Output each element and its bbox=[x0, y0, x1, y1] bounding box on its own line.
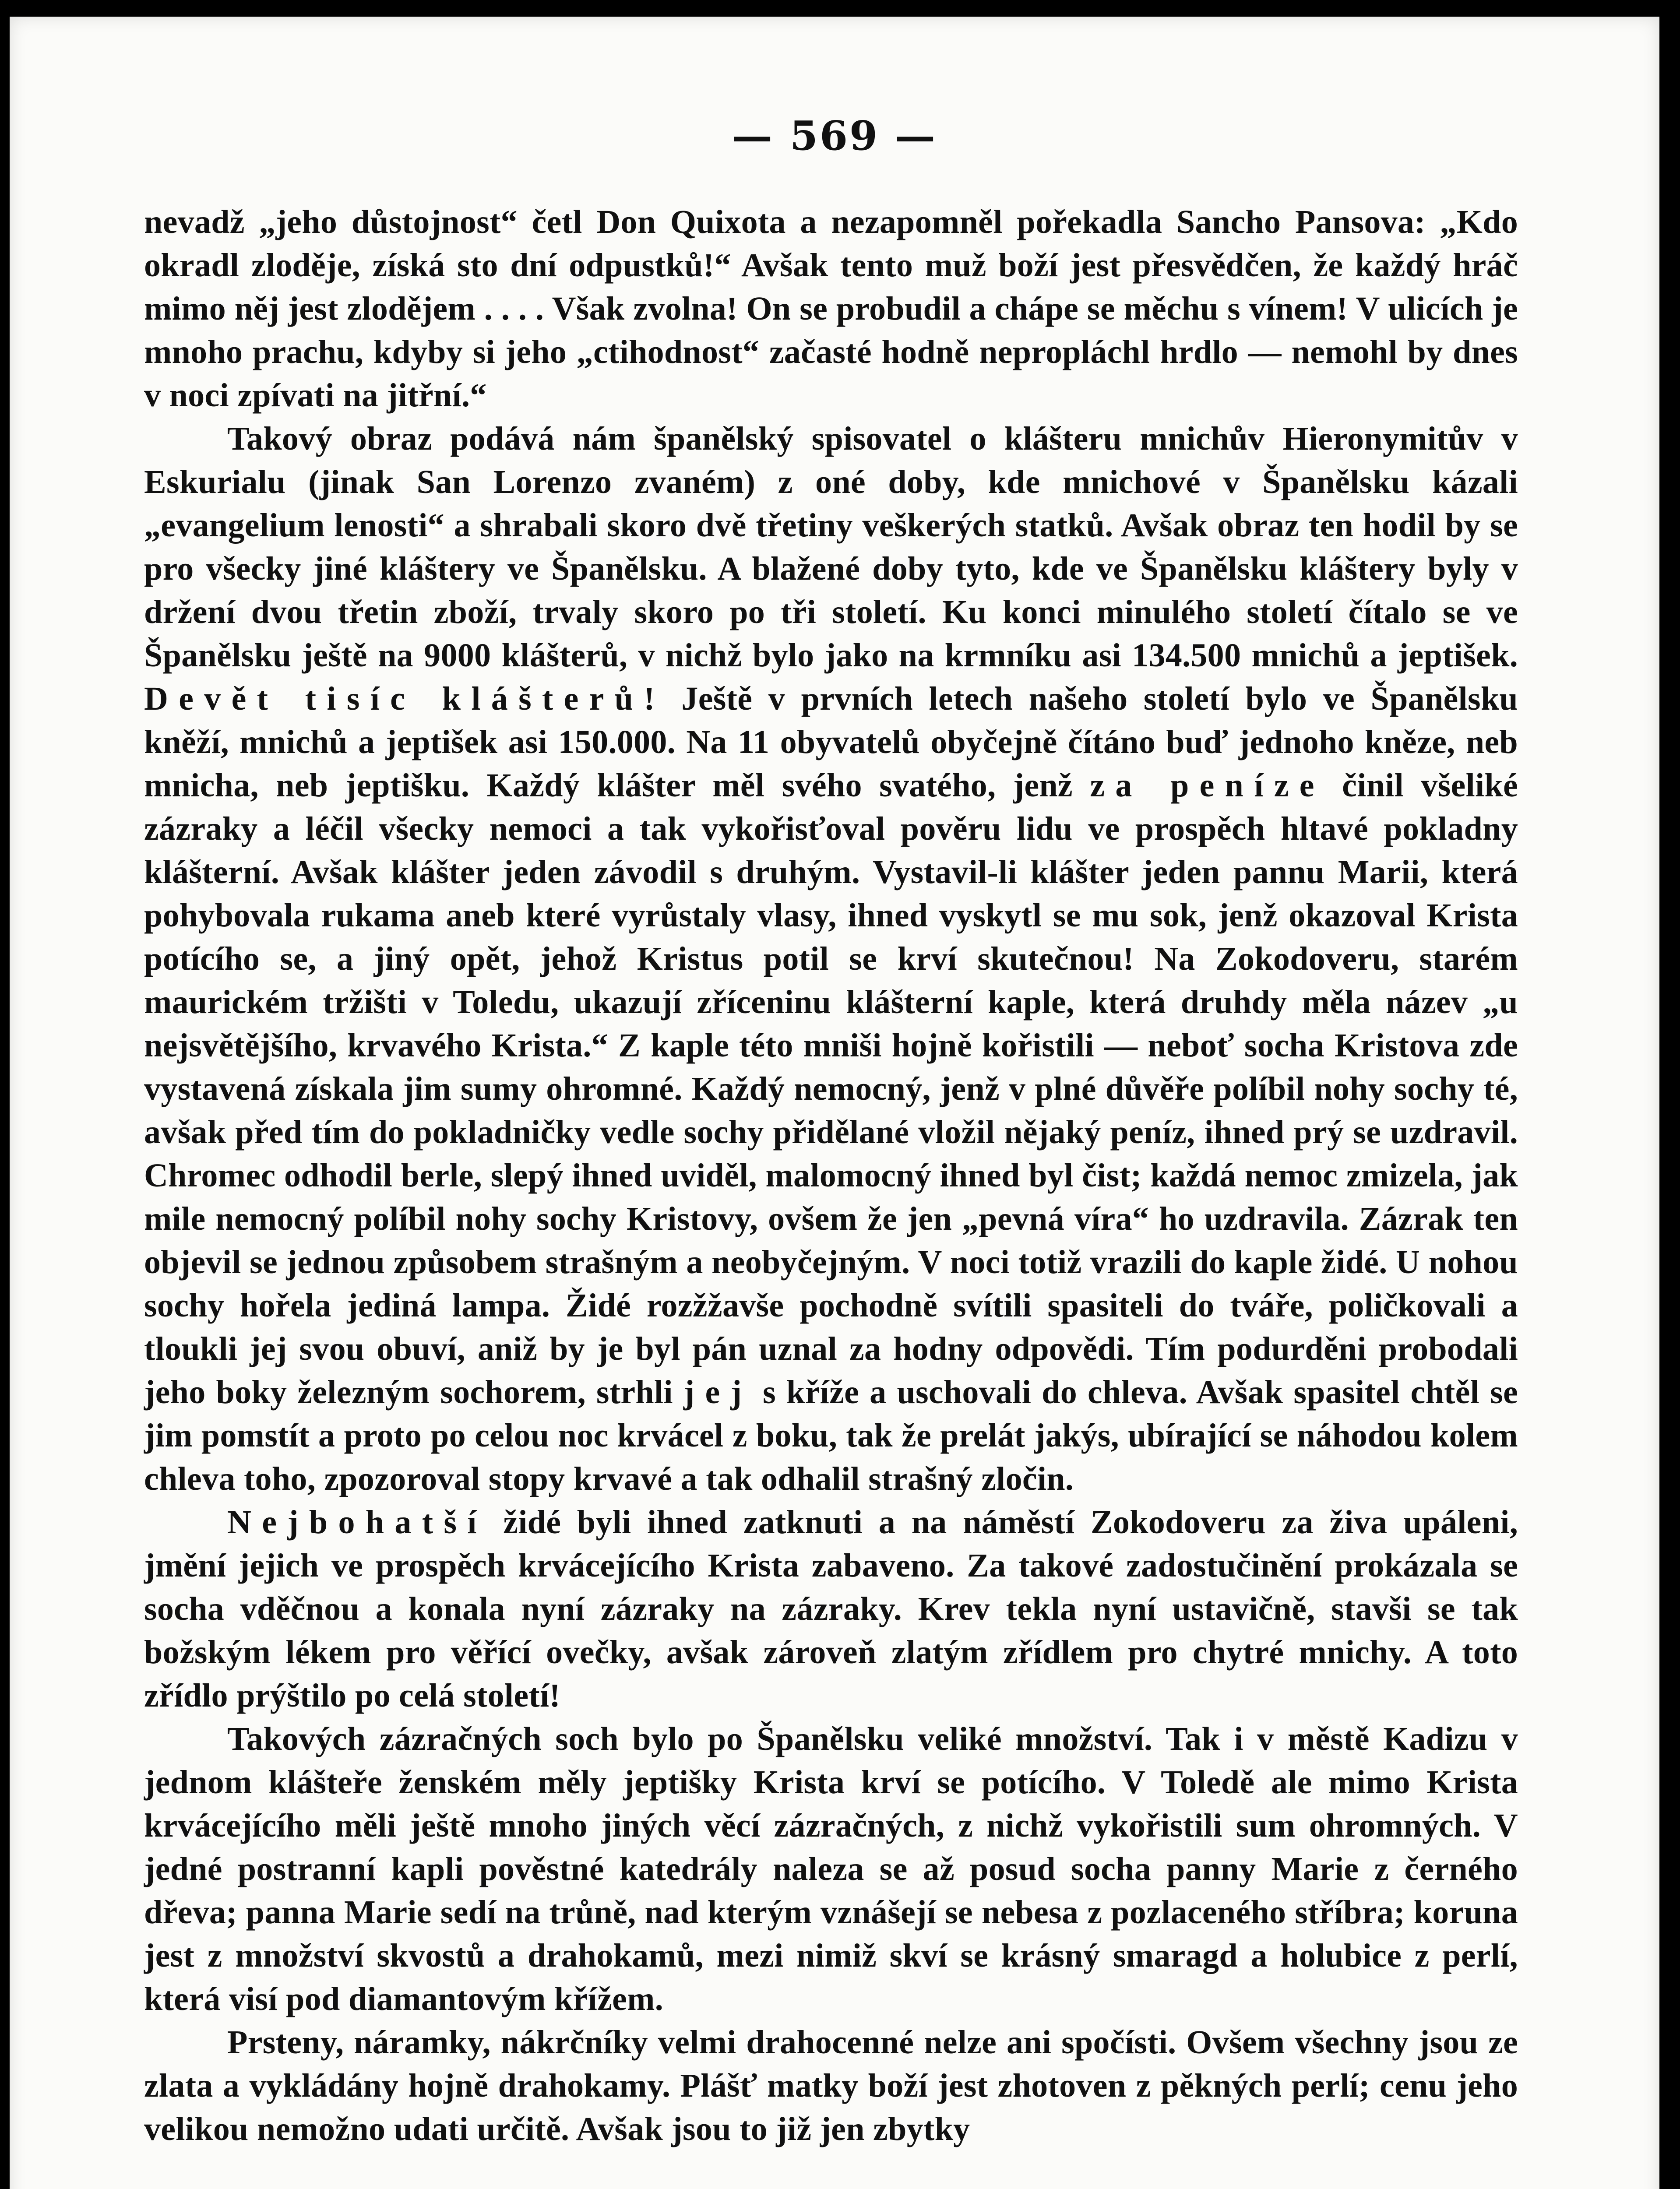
text-run: Ještě v prvních letech našeho století bylo ve Španělsku kněží, mnichů a jeptišek asi 150.000. Na 11 obyvatelů obyčejně čítáno buď jednoho kněze, neb mnicha, neb jeptišku. Každý klášter měl svého svatého, jenž bbox=[144, 680, 1518, 804]
scan-edge-right bbox=[1659, 0, 1680, 2189]
paragraph bbox=[144, 1717, 1518, 2021]
page-number: — 569 — bbox=[732, 112, 937, 159]
emphasized-text: jej bbox=[683, 1374, 753, 1411]
paragraph bbox=[144, 201, 1518, 417]
emphasized-text: Devět tisíc klášterů! bbox=[144, 680, 666, 717]
paragraph bbox=[144, 417, 1518, 1501]
paragraph bbox=[144, 2021, 1518, 2151]
text-run: Takových zázračných soch bylo po Španělsku veliké množství. Tak i v městě Kadizu v jednom klášteře ženském měly jeptišky Krista krví se potícího. V Toledě ale mimo Krista krvácejícího měli ještě mnoho jiných věcí zázračných, z nichž vykořistili sum ohromných. V jedné postranní kapli pověstné katedrály naleza se až posud socha panny Marie z černého dřeva; panna Marie sedí na trůně, nad kterým vznášejí se nebesa z pozlaceného stříbra; koruna jest z množství skvostů a drahokamů, mezi nimiž skví se krásný smaragd a holubice z perlí, která visí pod diamantovým křížem. bbox=[144, 1721, 1518, 2017]
text-run: nevadž „jeho důstojnost“ četl Don Quixota a nezapomněl pořekadla Sancho Pansova: „Kdo okradl zloděje, získá sto dní odpustků!“ Avšak tento muž boží jest přesvědčen, že každý hráč mimo něj jest zlodějem . . . . Však zvolna! On se probudil a chápe se měchu s vínem! V ulicích je mnoho prachu, kdyby si jeho „ctihodnost“ začasté hodně nepropláchl hrdlo — nemohl by dnes v noci zpívati na jitřní.“ bbox=[144, 204, 1518, 414]
emphasized-text: za peníze bbox=[1090, 767, 1325, 804]
text-run: činil všeliké zázraky a léčil všecky nemoci a tak vykořisťoval pověru lidu ve prospěch hltavé pokladny klášterní. Avšak klášter jeden závodil s druhým. Vystavil-li klášter jeden pannu Marii, která pohybovala rukama aneb které vyrůstaly vlasy, ihned vyskytl se mu sok, jenž okazoval Krista potícího se, a jiný opět, jehož Kristus potil se krví skutečnou! Na Zokodoveru, starém maurickém tržišti v Toledu, ukazují zříceninu klášterní kaple, která druhdy měla název „u nejsvětějšího, krvavého Krista.“ Z kaple této mniši hojně kořistili — neboť socha Kristova zde vystavená získala jim sumy ohromné. Každý nemocný, jenž v plné důvěře políbil nohy sochy té, avšak před tím do pokladničky vedle sochy přidělané vložil nějaký peníz, ihned prý se uzdravil. Chromec odhodil berle, slepý ihned uviděl, malomocný ihned byl čist; každá nemoc zmizela, jak mile nemocný políbil nohy sochy Kristovy, ovšem že jen „pevná víra“ ho uzdravila. Zázrak ten objevil se jednou způsobem strašným a neobyčejným. V noci totiž vrazili do kaple židé. U nohou sochy hořela jediná lampa. Židé rozžžavše pochodně svítili spasiteli do tváře, poličkovali a tloukli jej svou obuví, aniž by je byl pán uznal za hodny odpovědi. Tím podurděni probodali jeho boky železným sochorem, strhli bbox=[144, 767, 1518, 1411]
paragraph bbox=[144, 1501, 1518, 1717]
text-run: Takový obraz podává nám španělský spisovatel o klášteru mnichův Hieronymitův v Eskurialu (jinak San Lorenzo zvaném) z oné doby, kde mnichové v Španělsku kázali „evangelium lenosti“ a shrabali skoro dvě třetiny veškerých statků. Avšak obraz ten hodil by se pro všecky jiné kláštery ve Španělsku. A blažené doby tyto, kde ve Španělsku kláštery byly v držení dvou třetin zboží, trvaly skoro po tři století. Ku konci minulého století čítalo se ve Španělsku ještě na 9000 klášterů, v nichž bylo jako na krmníku asi 134.500 mnichů a jeptišek. bbox=[144, 420, 1518, 674]
body-text bbox=[144, 201, 1518, 2151]
paper-sheet bbox=[10, 17, 1659, 2189]
text-run: s kříže a uschovali do chleva. Avšak spasitel chtěl se jim pomstít a proto po celou noc krvácel z boku, tak že prelát jakýs, ubírající se náhodou kolem chleva toho, zpozoroval stopy krvavé a tak odhalil strašný zločin. bbox=[144, 1374, 1518, 1497]
text-run: Prsteny, náramky, nákrčníky velmi drahocenné nelze ani spočísti. Ovšem všechny jsou ze zlata a vykládány hojně drahokamy. Plášť matky boží jest zhotoven z pěkných perlí; cenu jeho velikou nemožno udati určitě. Avšak jsou to již jen zbytky bbox=[144, 2024, 1518, 2147]
text-run: židé byli ihned zatknuti a na náměstí Zokodoveru za živa upáleni, jmění jejich ve prospěch krvácejícího Krista zabaveno. Za takové zadostučinění prokázala se socha vděčnou a konala nyní zázraky na zázraky. Krev tekla nyní ustavičně, stavši se tak božským lékem pro věřící ovečky, avšak zároveň zlatým zřídlem pro chytré mnichy. A toto zřídlo prýštilo po celá století! bbox=[144, 1504, 1518, 1714]
emphasized-text: Nejbohatší bbox=[227, 1504, 487, 1541]
